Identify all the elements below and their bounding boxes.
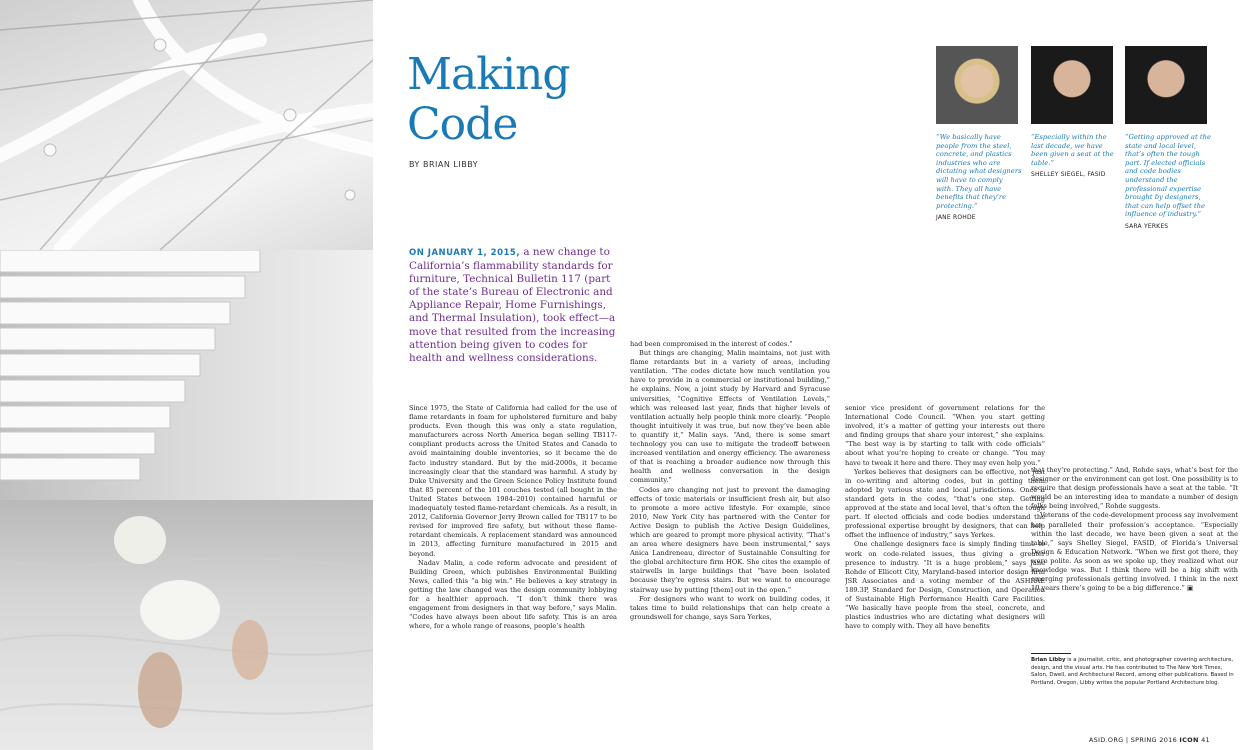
bio-text: is a journalist, critic, and photographer covering architecture, design, and the visual arts. He has contributed to The New York Times, Salon, Dwell, and Architectural Record, among other publications. Based in Portland, Oregon, Libby writes the popular Portland Architecture blog.	[1031, 657, 1234, 686]
steps-illustration	[0, 250, 373, 500]
pull-quote-siegel	[1031, 133, 1117, 180]
bio-divider	[1031, 653, 1071, 654]
baby-crawling-photo	[0, 500, 373, 750]
body-paragraph: senior vice president of government relations for the International Code Council. “When you start getting involved, it’s a matter of getting your interests out there and finding groups that share your interest,” she explains. “The best way is by starting to talk with code officials” about what you’re hoping to create or change. “You may have to tweak it here and there. They may even help you.”	[845, 404, 1045, 467]
folio-site: ASID.ORG	[1088, 736, 1124, 744]
portrait-jane-rohde	[936, 46, 1018, 124]
quote-attribution: SHELLEY SIEGEL, FASID	[1031, 171, 1106, 179]
article-page	[373, 0, 1242, 750]
body-paragraph: But things are changing, Malin maintains, not just with flame retardants but in a variety of areas, including ventilation. “The codes dictate how much ventilation you have to provide in a commercial or institutional building,” he explains. Now, a joint study by Harvard and Syracuse universities, “Cognitive Effects of Ventilation Levels,” which was released last year, finds that higher levels of ventilation actually help people think more clearly. “People thought intuitively it was true, but now they’ve been able to quantify it,” Malin says. “And, there is some smart technology you can use to mitigate the tradeoff between increased ventilation and energy efficiency. The awareness of that is reaching a broader audience now through this health and wellness conversation in the design community.”	[630, 349, 830, 485]
folio-page-number: 41	[1201, 736, 1210, 744]
lede-text: a new change to California’s flammability standards for furniture, Technical Bulletin 117 (part of the state’s Bureau of Electronic and Appliance Repair, Home Furnishings, and Thermal Insulation), took effect—a move that resulted from the increasing attention being given to codes for health and wellness considerations.	[409, 246, 616, 364]
quote-text: “Getting approved at the state and local level, that’s often the tough part. If elected officials and code bodies understand the professional expertise brought by designers, that can help offset the influence of industry.”	[1125, 133, 1211, 219]
portrait-sara-yerkes	[1125, 46, 1207, 124]
pull-quote-rohde	[936, 133, 1022, 223]
body-paragraph: that they’re protecting.” And, Rohde says, what’s best for the designer or the environment can get lost. One possibility is to require that design professionals have a seat at the table. “It would be an interesting idea to mandate a number of design folks being involved,” Rohde suggests.	[1031, 466, 1238, 511]
body-paragraph: Nadav Malin, a code reform advocate and president of Building Green, which publishes Environmental Building News, called this “a big win.” He believes a key strategy in getting the law changed was the design community lobbying for a healthier approach. “I don’t think there was engagement from designers in that way before,” says Malin. “Codes have always been about life safety. This is an area where, for a whole range of reasons, people’s health	[409, 558, 617, 631]
folio-magazine: ICON	[1179, 736, 1199, 744]
lede-lead-in: ON JANUARY 1, 2015,	[409, 248, 521, 258]
folio-issue: SPRING 2016	[1130, 736, 1178, 744]
body-paragraph: Yerkes believes that designers can be effective, not just in co-writing and altering codes, but in getting them adopted by various state and local jurisdictions. Once a standard gets in the codes, “that’s one step. Getting approved at the state and local level, that’s often the tough part. If elected officials and code bodies understand the professional expertise brought by designers, that can help offset the influence of industry,” says Yerkes.	[845, 467, 1045, 540]
body-column-2	[630, 340, 830, 750]
title-line-2: Code	[407, 99, 518, 150]
pull-quote-yerkes	[1125, 133, 1211, 232]
lede-paragraph	[409, 246, 617, 365]
quote-attribution: SARA YERKES	[1125, 222, 1169, 230]
body-column-3	[845, 404, 1045, 750]
baby-illustration	[0, 500, 373, 750]
body-column-4	[1031, 466, 1238, 651]
portrait-shelley-siegel	[1031, 46, 1113, 124]
quote-text: “Especially within the last decade, we have been given a seat at the table.”	[1031, 133, 1114, 167]
body-paragraph: For designers who want to work on building codes, it takes time to build relationships that can help create a groundswell for change, says Sara Yerkes,	[630, 594, 830, 621]
body-column-1	[409, 404, 617, 750]
quote-text: “We basically have people from the steel, concrete, and plastics industries who are dictating what designers will have to comply with. They all have benefits that they’re protecting.”	[936, 133, 1022, 210]
body-paragraph: had been compromised in the interest of codes.”	[630, 340, 793, 348]
ductwork-illustration	[0, 0, 373, 250]
author-bio	[1031, 657, 1238, 687]
body-paragraph: One challenge designers face is simply finding time to work on code-related issues, thus giving a greater presence to industry. “It is a huge problem,” says Jane Rohde of Ellicott City, Maryland-based interior design firm JSR Associates and a voting member of the ASHRAE 189.3P, Standard for Design, Construction, and Operation of Sustainable High Performance Health Care Facilities. “We basically have people from the steel, concrete, and plastics industries who are dictating what designers will have to comply with. They all have benefits	[845, 540, 1045, 631]
title-line-1: Making	[407, 49, 570, 100]
white-steps-photo	[0, 250, 373, 500]
ceiling-ductwork-photo	[0, 0, 373, 250]
byline: BY BRIAN LIBBY	[409, 160, 479, 169]
body-paragraph: Since 1975, the State of California had called for the use of flame retardants in foam for upholstered furniture and baby products. Even though this was only a state regulation, manufacturers across North America began selling TB117-compliant products across the United States and Canada to avoid maintaining double inventories, so it became the de facto industry standard. But by the mid-2000s, it became increasingly clear that the standard was harmful. A study by Duke University and the Green Science Policy Institute found that 85 percent of the 101 couches tested (all bought in the United States between 1984–2010) contained harmful or inadequately tested flame-retardant chemicals. As a result, in 2012, California Governor Jerry Brown called for TB117 to be revised for improved fire safety, but without these flame-retardant chemicals. A replacement standard was announced in 2013, affecting furniture manufactured in 2015 and beyond.	[409, 404, 617, 558]
body-paragraph: Veterans of the code-development process say involvement has paralleled their profession’s acceptance. “Especially within the last decade, we have been given a seat at the table,” says Shelley Siegel, FASID, of Florida’s Universal Design & Education Network. “When we first got there, they were polite. As soon as we spoke up, they realized what our knowledge was. But I think there will be a big shift with emerging professionals getting involved. I think in the next 10 years there’s going to be a big difference.” ▣	[1031, 511, 1238, 593]
article-title	[407, 50, 570, 150]
quote-attribution: JANE ROHDE	[936, 214, 976, 222]
page-folio: ASID.ORG | SPRING 2016 ICON 41	[1088, 736, 1210, 744]
body-paragraph: Codes are changing not just to prevent the damaging effects of toxic materials or insufficient fresh air, but also to promote a more active lifestyle. For example, since 2010, New York City has partnered with the Center for Active Design to publish the Active Design Guidelines, which are geared to prompt more physical activity. “That’s an area where designers have been instrumental,” says Anica Landreneau, director of Sustainable Consulting for the global architecture firm HOK. She cites the example of stairwells in large buildings that “have been isolated because they’re egress stairs. But we want to encourage stairway use by putting [them] out in the open.”	[630, 485, 830, 594]
bio-name: Brian Libby	[1031, 657, 1066, 663]
photo-column	[0, 0, 373, 750]
